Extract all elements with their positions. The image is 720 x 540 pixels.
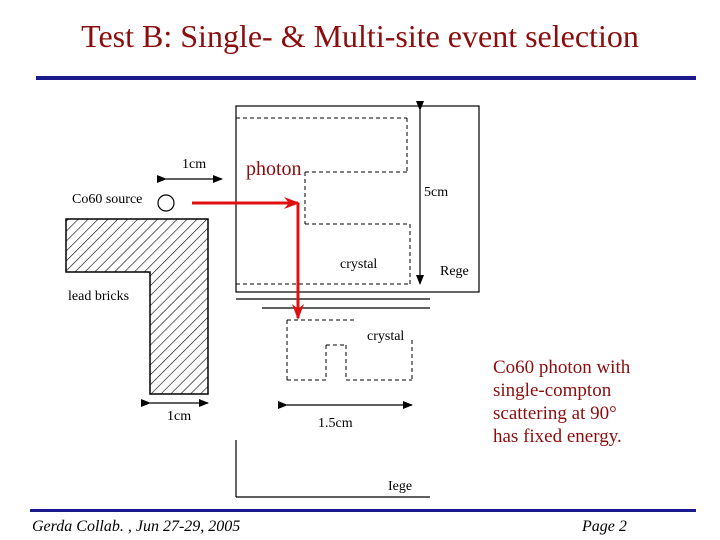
footer-left-text: Gerda Collab. , Jun 27-29, 2005 <box>32 518 241 535</box>
footer-divider <box>30 509 696 512</box>
page-number: Page 2 <box>582 518 627 535</box>
label-crystal-top: crystal <box>340 257 378 272</box>
label-1cm-bottom: 1cm <box>167 409 192 424</box>
label-1-5cm: 1.5cm <box>318 416 353 431</box>
co60-source-icon <box>158 195 174 211</box>
label-rege: Rege <box>440 264 469 279</box>
note-line-3: scattering at 90° <box>493 403 617 424</box>
note-line-4: has fixed energy. <box>493 426 622 447</box>
note-line-2: single-compton <box>493 380 612 401</box>
label-1cm-top: 1cm <box>182 157 207 172</box>
explanation-note <box>493 356 713 448</box>
lead-bricks-shape <box>66 219 208 394</box>
lead-bricks-label: lead bricks <box>68 289 130 304</box>
label-5cm: 5cm <box>424 185 449 200</box>
label-crystal-bottom: crystal <box>367 329 405 344</box>
slide-title: Test B: Single- & Multi-site event selection <box>81 18 639 54</box>
photon-label: photon <box>246 158 302 180</box>
co60-source-label: Co60 source <box>72 192 143 207</box>
label-lege: Iege <box>388 479 413 494</box>
note-line-1: Co60 photon with <box>493 357 631 378</box>
